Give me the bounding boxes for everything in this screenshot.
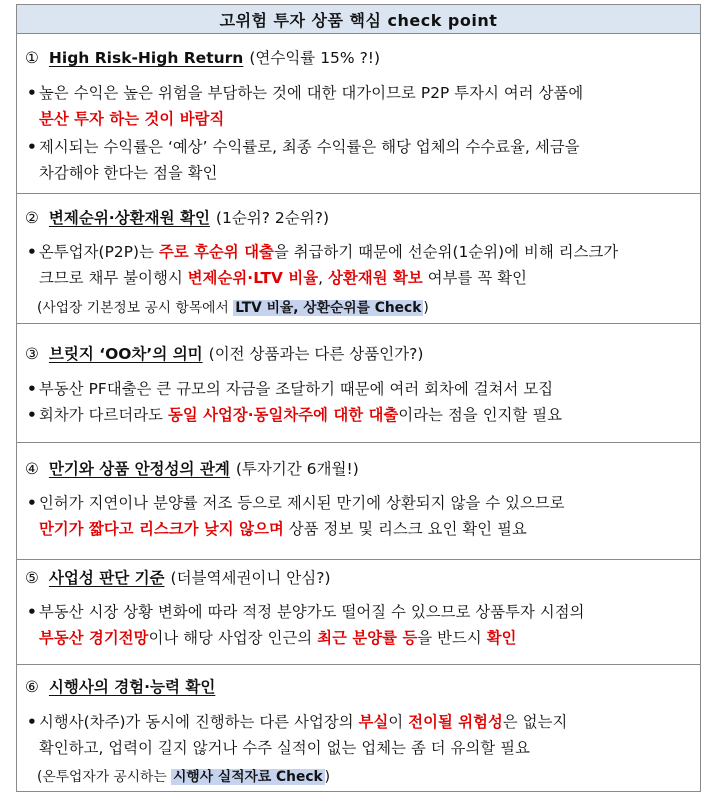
text: (사업장 기본정보 공시 항목에서: [37, 300, 234, 316]
section-title: 만기와 상품 안정성의 관계: [48, 460, 230, 478]
emphasis-text: 동일 사업장·동일차주에 대한 대출: [167, 406, 399, 424]
section-number: ①: [25, 49, 39, 67]
section-subtitle: (이전 상품과는 다른 상품인가?): [208, 345, 424, 363]
text: 온투업자(P2P)는: [39, 243, 159, 261]
text: 부동산 시장 상황 변화에 따라 적정 분양가도 떨어질 수 있으므로 상품투자 시점의: [39, 603, 585, 621]
highlight-text: LTV 비율, 상환순위를 Check: [235, 300, 422, 316]
section-4: [17, 443, 700, 560]
text: 여부를 꼭 확인: [422, 269, 527, 287]
text: 인허가 지연이나 분양률 저조 등으로 제시된 만기에 상환되지 않을 수 있으므로: [39, 494, 565, 512]
emphasis-text: 부동산 경기전망: [39, 629, 149, 647]
bullet-icon: •: [27, 406, 37, 424]
section-1-heading: [25, 46, 380, 68]
section-title: 사업성 판단 기준: [48, 569, 165, 587]
bullet-icon: •: [27, 713, 37, 731]
bullet-line-cont: [39, 161, 218, 183]
text: 차감해야 한다는 점을 확인: [39, 164, 218, 182]
text: 확인하고, 업력이 길지 않거나 수주 실적이 없는 업체는 좀 더 유의할 필요: [39, 739, 530, 757]
text: 은 없는지: [502, 713, 568, 731]
section-subtitle: (투자기간 6개월!): [235, 460, 359, 478]
text: 이라는 점을 인지할 필요: [398, 406, 563, 424]
text: 을 반드시: [417, 629, 487, 647]
section-2-heading: [25, 206, 329, 228]
section-1: [17, 34, 700, 194]
section-number: ⑤: [25, 569, 39, 587]
section-6: [17, 665, 700, 791]
section-subtitle: (연수익률 15% ?!): [249, 49, 381, 67]
highlight-text: 시행사 실적자료 Check: [173, 769, 323, 785]
text: 높은 수익은 높은 위험을 부담하는 것에 대한 대가이므로 P2P 투자시 여러 상품에: [39, 84, 584, 102]
checkpoint-table: [16, 4, 701, 792]
section-title: 브릿지 ‘OO차’의 의미: [48, 345, 203, 363]
section-4-heading: [25, 457, 359, 479]
section-6-heading: [25, 675, 215, 697]
bullet-line: [27, 135, 580, 157]
emphasis-text: 부실: [358, 713, 389, 731]
section-number: ②: [25, 209, 39, 227]
bullet-icon: •: [27, 494, 37, 512]
text: 상품 정보 및 리스크 요인 확인 필요: [283, 520, 527, 538]
bullet-line-cont: [39, 107, 224, 129]
section-title: High Risk-High Return: [48, 49, 244, 67]
emphasis-text: 만기가 짧다고 리스크가 낮지 않으며: [39, 520, 284, 538]
bullet-line-cont: [39, 626, 517, 648]
bullet-icon: •: [27, 243, 37, 261]
bullet-icon: •: [27, 380, 37, 398]
text: (온투업자가 공시하는: [37, 769, 172, 785]
note-line: [37, 296, 429, 316]
emphasis-text: 상환재원 확보: [328, 269, 423, 287]
bullet-line-cont: [39, 266, 527, 288]
section-subtitle: (더블역세권이니 안심?): [170, 569, 331, 587]
emphasis-text: 변제순위·LTV 비율: [187, 269, 319, 287]
bullet-line: [27, 81, 583, 103]
text: 이: [388, 713, 409, 731]
bullet-line: [27, 377, 553, 399]
bullet-line: [27, 600, 585, 622]
emphasis-text: 주로 후순위 대출: [158, 243, 274, 261]
section-5: [17, 560, 700, 665]
bullet-line: [27, 240, 618, 262]
text: 을 취급하기 때문에 선순위(1순위)에 비해 리스크가: [273, 243, 619, 261]
text: 크므로 채무 불이행시: [39, 269, 188, 287]
section-2: [17, 194, 700, 324]
bullet-line: [27, 491, 565, 513]
text: 시행사(차주)가 동시에 진행하는 다른 사업장의: [39, 713, 359, 731]
section-3-heading: [25, 342, 423, 364]
note-line: [37, 765, 330, 785]
text: ): [423, 300, 429, 316]
text: 부동산 PF대출은 큰 규모의 자금을 조달하기 때문에 여러 회차에 걸쳐서 모집: [39, 380, 554, 398]
bullet-icon: •: [27, 138, 37, 156]
emphasis-text: 전이될 위험성: [408, 713, 503, 731]
text: 회차가 다르더라도: [39, 406, 168, 424]
section-number: ⑥: [25, 678, 39, 696]
emphasis-text: 분산 투자 하는 것이 바람직: [39, 110, 225, 128]
section-3: [17, 324, 700, 443]
bullet-line-cont: [39, 736, 530, 758]
section-title: 변제순위·상환재원 확인: [48, 209, 210, 227]
emphasis-text: 확인: [486, 629, 517, 647]
section-number: ④: [25, 460, 39, 478]
text: ,: [318, 269, 329, 287]
bullet-line-cont: [39, 517, 527, 539]
section-5-heading: [25, 566, 331, 588]
text: 제시되는 수익률은 ‘예상’ 수익률로, 최종 수익률은 해당 업체의 수수료율, 세금을: [39, 138, 580, 156]
bullet-line: [27, 710, 567, 732]
bullet-icon: •: [27, 603, 37, 621]
section-subtitle: (1순위? 2순위?): [215, 209, 330, 227]
section-title: 시행사의 경험·능력 확인: [48, 678, 216, 696]
text: ): [324, 769, 331, 785]
section-number: ③: [25, 345, 39, 363]
emphasis-text: 최근 분양률 등: [317, 629, 418, 647]
table-title: 고위험 투자 상품 핵심 check point: [17, 5, 700, 34]
text: 이나 해당 사업장 인근의: [148, 629, 318, 647]
bullet-line: [27, 403, 562, 425]
bullet-icon: •: [27, 84, 37, 102]
